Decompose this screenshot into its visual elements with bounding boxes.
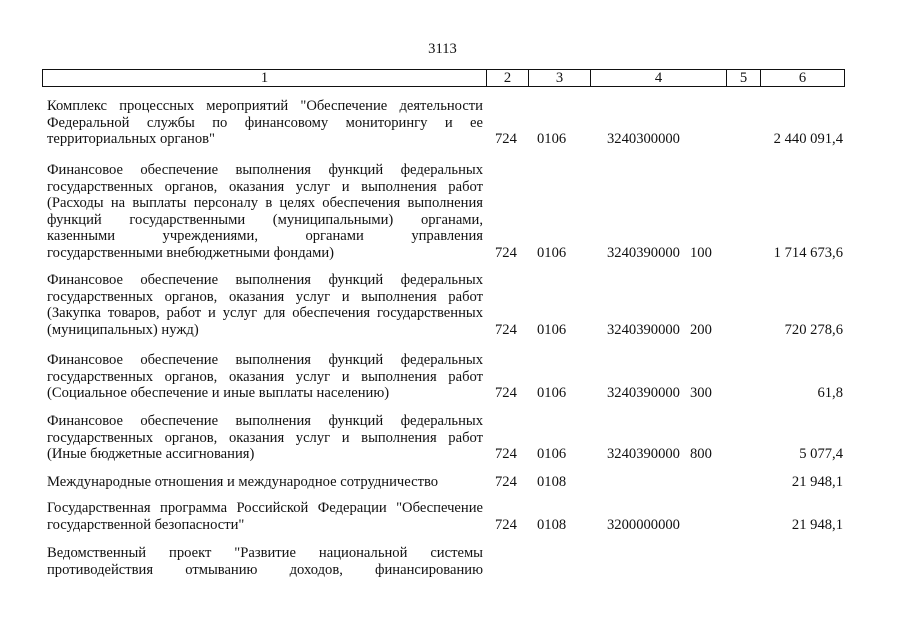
page-number: 3113 <box>428 41 457 57</box>
description-line: государственными внебюджетными фондами) <box>47 244 335 261</box>
expense-type-code: 200 <box>690 321 712 338</box>
description-line: Комплекс процессных мероприятий "Обеспечение деятельности <box>47 98 483 114</box>
description-line: (Расходы на выплаты персоналу в целях обеспечения выполнения <box>47 195 483 212</box>
description-line: Финансовое обеспечение выполнения функций федеральных <box>47 272 483 288</box>
description-line: государственных органов, оказания услуг и выполнения работ <box>47 429 483 446</box>
target-article-code: 3240300000 <box>607 131 680 148</box>
description-line: Финансовое обеспечение выполнения функций федеральных <box>47 413 483 429</box>
description-line: Федеральной службы по финансовому мониторингу и ее <box>47 114 483 131</box>
description-line: государственных органов, оказания услуг и выполнения работ <box>47 178 483 195</box>
grbs-code: 724 <box>495 131 517 148</box>
table-row <box>0 413 905 463</box>
grbs-code: 724 <box>495 516 517 533</box>
description-line: государственной безопасности" <box>47 516 245 533</box>
description-line: Финансовое обеспечение выполнения функций федеральных <box>47 352 483 368</box>
description-line: Финансовое обеспечение выполнения функций федеральных <box>47 162 483 178</box>
description-line: (Иные бюджетные ассигнования) <box>47 446 255 463</box>
row-description <box>47 413 483 463</box>
description-line: Ведомственный проект "Развитие национальной системы <box>47 545 483 561</box>
target-article-code: 3240390000 <box>607 321 680 338</box>
amount: 1 714 673,6 <box>773 245 843 261</box>
header-col-2: 2 <box>487 70 529 86</box>
description-line: Международные отношения и международное сотрудничество <box>47 474 439 490</box>
table-row <box>0 352 905 402</box>
section-code: 0106 <box>537 245 567 261</box>
amount: 5 077,4 <box>799 446 843 463</box>
section-code: 0108 <box>537 474 567 490</box>
amount: 2 440 091,4 <box>773 131 843 148</box>
expense-type-code: 300 <box>690 385 712 402</box>
expense-type-code: 800 <box>690 446 712 463</box>
description-line: (муниципальных) нужд) <box>47 321 199 338</box>
table-row <box>0 98 905 148</box>
header-col-5: 5 <box>727 70 761 86</box>
row-description <box>47 474 483 491</box>
row-description <box>47 162 483 262</box>
description-line: государственных органов, оказания услуг и выполнения работ <box>47 288 483 305</box>
description-line: казенными учреждениями, органами управления <box>47 228 483 245</box>
grbs-code: 724 <box>495 321 517 338</box>
row-description <box>47 98 483 148</box>
target-article-code: 3240390000 <box>607 446 680 463</box>
section-code: 0108 <box>537 516 567 533</box>
grbs-code: 724 <box>495 446 517 463</box>
grbs-code: 724 <box>495 385 517 402</box>
amount: 21 948,1 <box>791 474 843 490</box>
section-code: 0106 <box>537 131 567 148</box>
description-line: государственных органов, оказания услуг и выполнения работ <box>47 368 483 385</box>
table-row <box>0 545 905 578</box>
header-col-1: 1 <box>43 70 487 86</box>
target-article-code: 3240390000 <box>607 245 680 261</box>
grbs-code: 724 <box>495 245 517 261</box>
amount: 61,8 <box>817 385 843 402</box>
description-line: территориальных органов" <box>47 131 215 148</box>
grbs-code: 724 <box>495 474 517 490</box>
table-row <box>0 162 905 262</box>
row-description <box>47 500 483 533</box>
row-description <box>47 272 483 338</box>
row-description <box>47 545 483 578</box>
section-code: 0106 <box>537 385 567 402</box>
description-line: (Закупка товаров, работ и услуг для обеспечения государственных <box>47 305 483 322</box>
expense-type-code: 100 <box>690 245 712 261</box>
description-line: функций государственными (муниципальными) органами, <box>47 211 483 228</box>
section-code: 0106 <box>537 321 567 338</box>
row-description <box>47 352 483 402</box>
header-col-4: 4 <box>591 70 727 86</box>
table-row <box>0 500 905 533</box>
target-article-code: 3240390000 <box>607 385 680 402</box>
header-col-3: 3 <box>529 70 591 86</box>
table-row <box>0 474 905 491</box>
section-code: 0106 <box>537 446 567 463</box>
header-col-6: 6 <box>798 70 807 86</box>
description-line: Государственная программа Российской Федерации "Обеспечение <box>47 500 483 516</box>
amount: 21 948,1 <box>791 516 843 533</box>
table-header <box>42 69 845 87</box>
description-line: противодействия отмыванию доходов, финансированию <box>47 561 483 578</box>
amount: 720 278,6 <box>784 321 843 338</box>
target-article-code: 3200000000 <box>607 516 680 533</box>
table-row <box>0 272 905 338</box>
description-line: (Социальное обеспечение и иные выплаты населению) <box>47 385 390 402</box>
